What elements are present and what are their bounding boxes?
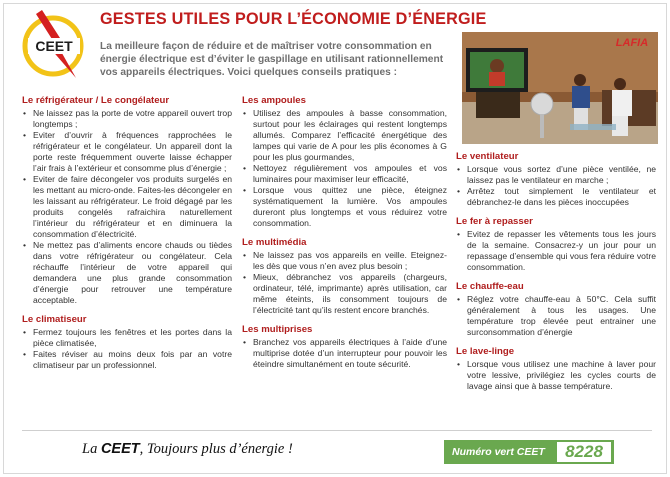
hotline-label: Numéro vert CEET: [452, 446, 545, 458]
living-room-photo: [462, 32, 658, 144]
section-title: Le chauffe-eau: [456, 281, 524, 292]
section-title: Le lave-linge: [456, 346, 515, 357]
ceet-logo: [20, 8, 90, 80]
list-item: • Evitez de repasser les vêtements tous les jours de la semaine. Consacrez-y un jour pour un repassage d’ensemble qui vous fera réduire votre consommation.: [456, 229, 656, 273]
footer-slogan: [82, 441, 342, 458]
list-item: • Eviter de faire décongeler vos produits surgelés en les mettant au micro-onde. Faites-les décongeler en les laissant au réfrigérateur. Le froid dégagé par les produits congelés rafraichira naturellement l’intérieur du réfrigérateur et en diminuera la consommation d’électricité.: [22, 174, 232, 240]
section-refrigerateur: [22, 95, 232, 306]
hotline-box: [444, 440, 614, 464]
section-multiprises: [242, 324, 447, 370]
section-title: Le ventilateur: [456, 151, 519, 162]
column-1: [22, 95, 232, 379]
footer-divider: [22, 430, 652, 431]
list-item: • Ne laissez pas la porte de votre appareil ouvert trop longtemps ;: [22, 108, 232, 130]
section-title: Le climatiseur: [22, 314, 87, 325]
list-item: • Faites réviser au moins deux fois par an votre climatiseur par un professionnel.: [22, 349, 232, 371]
section-title: Le fer à repasser: [456, 216, 533, 227]
section-climatiseur: [22, 314, 232, 371]
section-title: Le réfrigérateur / Le congélateur: [22, 95, 170, 106]
section-chauffe-eau: [456, 281, 656, 338]
list-item: • Arrêtez tout simplement le ventilateur et débranchez-le dans les pièces inoccupées: [456, 186, 656, 208]
slogan-brand: CEET: [100, 441, 140, 457]
logo-text: CEET: [35, 38, 73, 54]
intro-text: La meilleure façon de réduire et de maîtriser votre consommation en énergie électrique est d’éviter le gaspillage en utilisant rationnellement vos appareils électriques. Voici quelques conseils pratiques :: [100, 41, 444, 78]
slogan-suffix: , Toujours plus d’énergie !: [139, 441, 293, 457]
page-title: GESTES UTILES POUR L’ÉCONOMIE D’ÉNERGIE: [100, 10, 487, 28]
list-item: • Lorsque vous sortez d’une pièce ventilée, ne laissez pas le ventilateur en marche ;: [456, 164, 656, 186]
section-title: Les multiprises: [242, 324, 313, 335]
column-2: [242, 95, 447, 378]
list-item: • Ne mettez pas d’aliments encore chauds ou tièdes dans votre réfrigérateur ou congélateur. Cela réchauffe l’intérieur de votre appareil qui demandera une plus grande consommation d’énergie pour retrouver une température acceptable.: [22, 240, 232, 306]
list-item: • Lorsque vous quittez une pièce, éteignez systématiquement la lumière. Vos ampoules dureront plus longtemps et vous réduirez votre consommation.: [242, 185, 447, 229]
ceet-logo-icon: [20, 8, 90, 80]
list-item: • Fermez toujours les fenêtres et les portes dans la pièce climatisée,: [22, 327, 232, 349]
section-title: Le multimédia: [242, 237, 307, 248]
section-ampoules: [242, 95, 447, 229]
section-multimedia: [242, 237, 447, 316]
section-ventilateur: [456, 151, 656, 208]
section-lave-linge: [456, 346, 656, 392]
list-item: • Lorsque vous utilisez une machine à laver pour votre lessive, privilégiez les cycles courts de lavage ainsi que à basse température.: [456, 359, 656, 392]
list-item: • Ne laissez pas vos appareils en veille. Eteignez-les dès que vous n’en avez plus besoin ;: [242, 250, 447, 272]
section-fer-a-repasser: [456, 216, 656, 273]
list-item: • Mieux, débranchez vos appareils (chargeurs, ordinateur, télé, imprimante) après utilisation, car même éteints, ils consomment toujours de l’électricité tant qu’ils restent encore branchés.: [242, 272, 447, 316]
slogan-prefix: La: [82, 441, 101, 457]
section-title: Les ampoules: [242, 95, 306, 106]
column-3: [456, 151, 656, 400]
list-item: • Branchez vos appareils électriques à l’aide d’une multiprise dotée d’un interrupteur pour pouvoir les éteindre simultanément en toute sécurité.: [242, 337, 447, 370]
hotline-number: 8228: [557, 442, 611, 462]
list-item: • Utilisez des ampoules à basse consommation, surtout pour les éclairages qui restent longtemps allumés. Comparez l’efficacité énergétique des lampes qui varie de A pour les plis économes à G pour les plus gourmandes,: [242, 108, 447, 163]
lafia-sign: LAFIA: [615, 37, 649, 49]
list-item: • Réglez votre chauffe-eau à 50°C. Cela suffit généralement à tous les usages. Une température trop élevée peut entrainer une surconsommation d’énergie: [456, 294, 656, 338]
list-item: • Nettoyez régulièrement vos ampoules et vos luminaires pour maximiser leur efficacité,: [242, 163, 447, 185]
list-item: • Eviter d’ouvrir à fréquences rapprochées le réfrigérateur et le congélateur. Un appareil dont la porte reste fréquemment ouverte laisse échapper l’air frais à l’extérieur et consomme plus d’énergie ;: [22, 130, 232, 174]
